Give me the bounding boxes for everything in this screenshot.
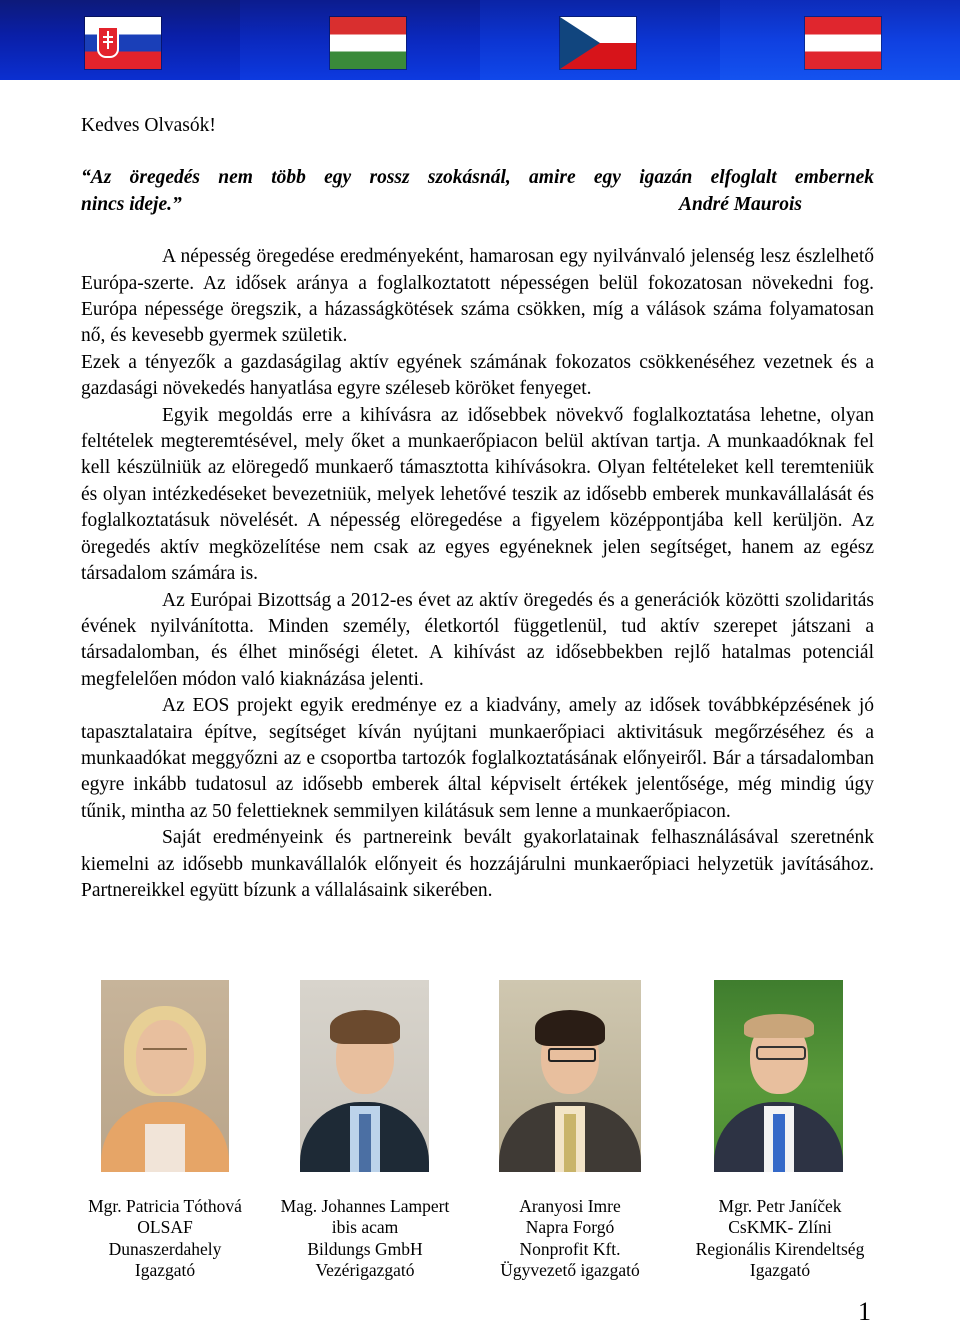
portrait-photo-4 [714,980,843,1172]
signatory-role: Igazgató [134,1260,196,1281]
signatory-name: Mag. Johannes Lampert [280,1196,450,1216]
banner-band-austria [720,0,960,80]
portrait-photo-3 [499,980,641,1172]
banner-band-czech [480,0,720,80]
body-text [81,244,874,904]
hungarian-flag-icon [330,17,406,69]
banner-band-slovakia [0,0,240,80]
signatory-location: Nonprofit Kft. [519,1238,621,1259]
quote [81,165,874,218]
signatory-role: Vezérigazgató [315,1260,415,1281]
signatory-location: Regionális Kirendeltség [695,1238,865,1259]
paragraph: Az EOS projekt egyik eredménye ez a kiadvány, amely az idősek továbbképzésének jó tapasztalataira építve, segítséget kíván nyújtani munkaerőpiaci aktivitásuk megőrzéséhez és a munkaadókat meggyőzni az e csoportba tartozók foglalkoztatásának előnyeiről. Bár a társadalomban egyre inkább tudatosul az idősebb emberek által képviselt értékek jelentősége, még mindig úgy tűnik, mintha az 50 felettieknek semmilyen kilátásuk sem lenne a munkaerőpiacon. [81,695,874,822]
signatory-role: Ügyvezető igazgató [500,1260,640,1281]
signatory-organization: Napra Forgó [525,1217,615,1238]
quote-line-1: “Az öregedés nem több egy rossz szokásnál, amire egy igazán elfoglalt embernek [81,167,874,189]
signatory-caption-4 [680,1196,880,1282]
quote-line-2: nincs ideje.” [81,193,182,215]
signatory-caption-3 [470,1196,670,1282]
signatory-caption-1 [65,1196,265,1282]
signatory-role: Igazgató [749,1260,811,1281]
portrait-photo-1 [101,980,229,1172]
paragraph: Az Európai Bizottság a 2012-es évet az aktív öregedés és a generációk közötti szolidaritás évének nyilvánította. Minden személy, életkortól függetlenül, tud aktív szerepet játszani a társadalomban, és élhet minőségi életet. A kihívást az idősebbekben rejlő hatalmas potenciál megfelelően módon való kiaknázása jelenti. [81,589,874,690]
quote-author: André Maurois [679,193,802,215]
signatory-organization: ibis acam [331,1217,399,1238]
letter-content [81,113,874,904]
banner-band-hungary [240,0,480,80]
signatory-organization: CsKMK- Zlíni [728,1217,832,1238]
signatory-location: Dunaszerdahely [108,1238,222,1259]
paragraph: A népesség öregedése eredményeként, hamarosan egy nyilvánvaló jelenség lesz észlelhető Európa-szerte. Az idősek aránya a foglalkoztatott népességen belül fokozatosan növekedni fog. Európa népessége öregszik, a házasságkötések száma csökken, míg a válások száma folyamatosan nő, és kevesebb gyermek születik. [81,246,874,347]
signatory-caption-2 [265,1196,465,1282]
portrait-photo-2 [300,980,429,1172]
czech-flag-icon [560,17,636,69]
greeting: Kedves Olvasók! [81,115,216,136]
page-number: 1 [858,1297,871,1326]
signatory-name: Mgr. Patricia Tóthová [88,1196,242,1216]
flag-banner [0,0,960,80]
signatory-location: Bildungs GmbH [307,1238,423,1259]
austrian-flag-icon [805,17,881,69]
slovak-flag-icon [85,17,161,69]
signatory-organization: OLSAF [137,1217,193,1238]
signatory-name: Aranyosi Imre [519,1196,621,1216]
signatory-name: Mgr. Petr Janíček [718,1196,842,1216]
paragraph: Ezek a tényezők a gazdaságilag aktív egyének számának fokozatos csökkenéséhez vezetnek és a gazdasági növekedés hanyatlása egyre széleseb köröket fenyeget. [81,351,874,400]
paragraph: Saját eredményeink és partnereink bevált gyakorlatainak felhasználásával szeretnénk kiemelni az idősebb munkavállalók előnyeit és hozzájárulni munkaerőpiaci helyzetük javításához. Partnereikkel együtt bízunk a vállalásaink sikerében. [81,827,874,901]
paragraph: Egyik megoldás erre a kihívásra az idősebbek növekvő foglalkoztatása lehetne, olyan feltételek megteremtésével, mely őket a munkaerőpiacon belül aktívan tartja. A munkaadóknak fel kell készülniük az elöregedő munkaerő támasztotta kihívásokra. Olyan feltételeket kell teremteniük és olyan intézkedéseket bevezetniük, melyek lehetővé teszik az idősebb emberek munkavállalását és foglalkoztatásuk növelését. A népesség elöregedése a figyelem középpontjába kell kerüljön. Az öregedés aktív megközelítése nem csak az egyes egyéneknek jelen segítséget, hanem az egész társadalom számára is. [81,404,874,585]
